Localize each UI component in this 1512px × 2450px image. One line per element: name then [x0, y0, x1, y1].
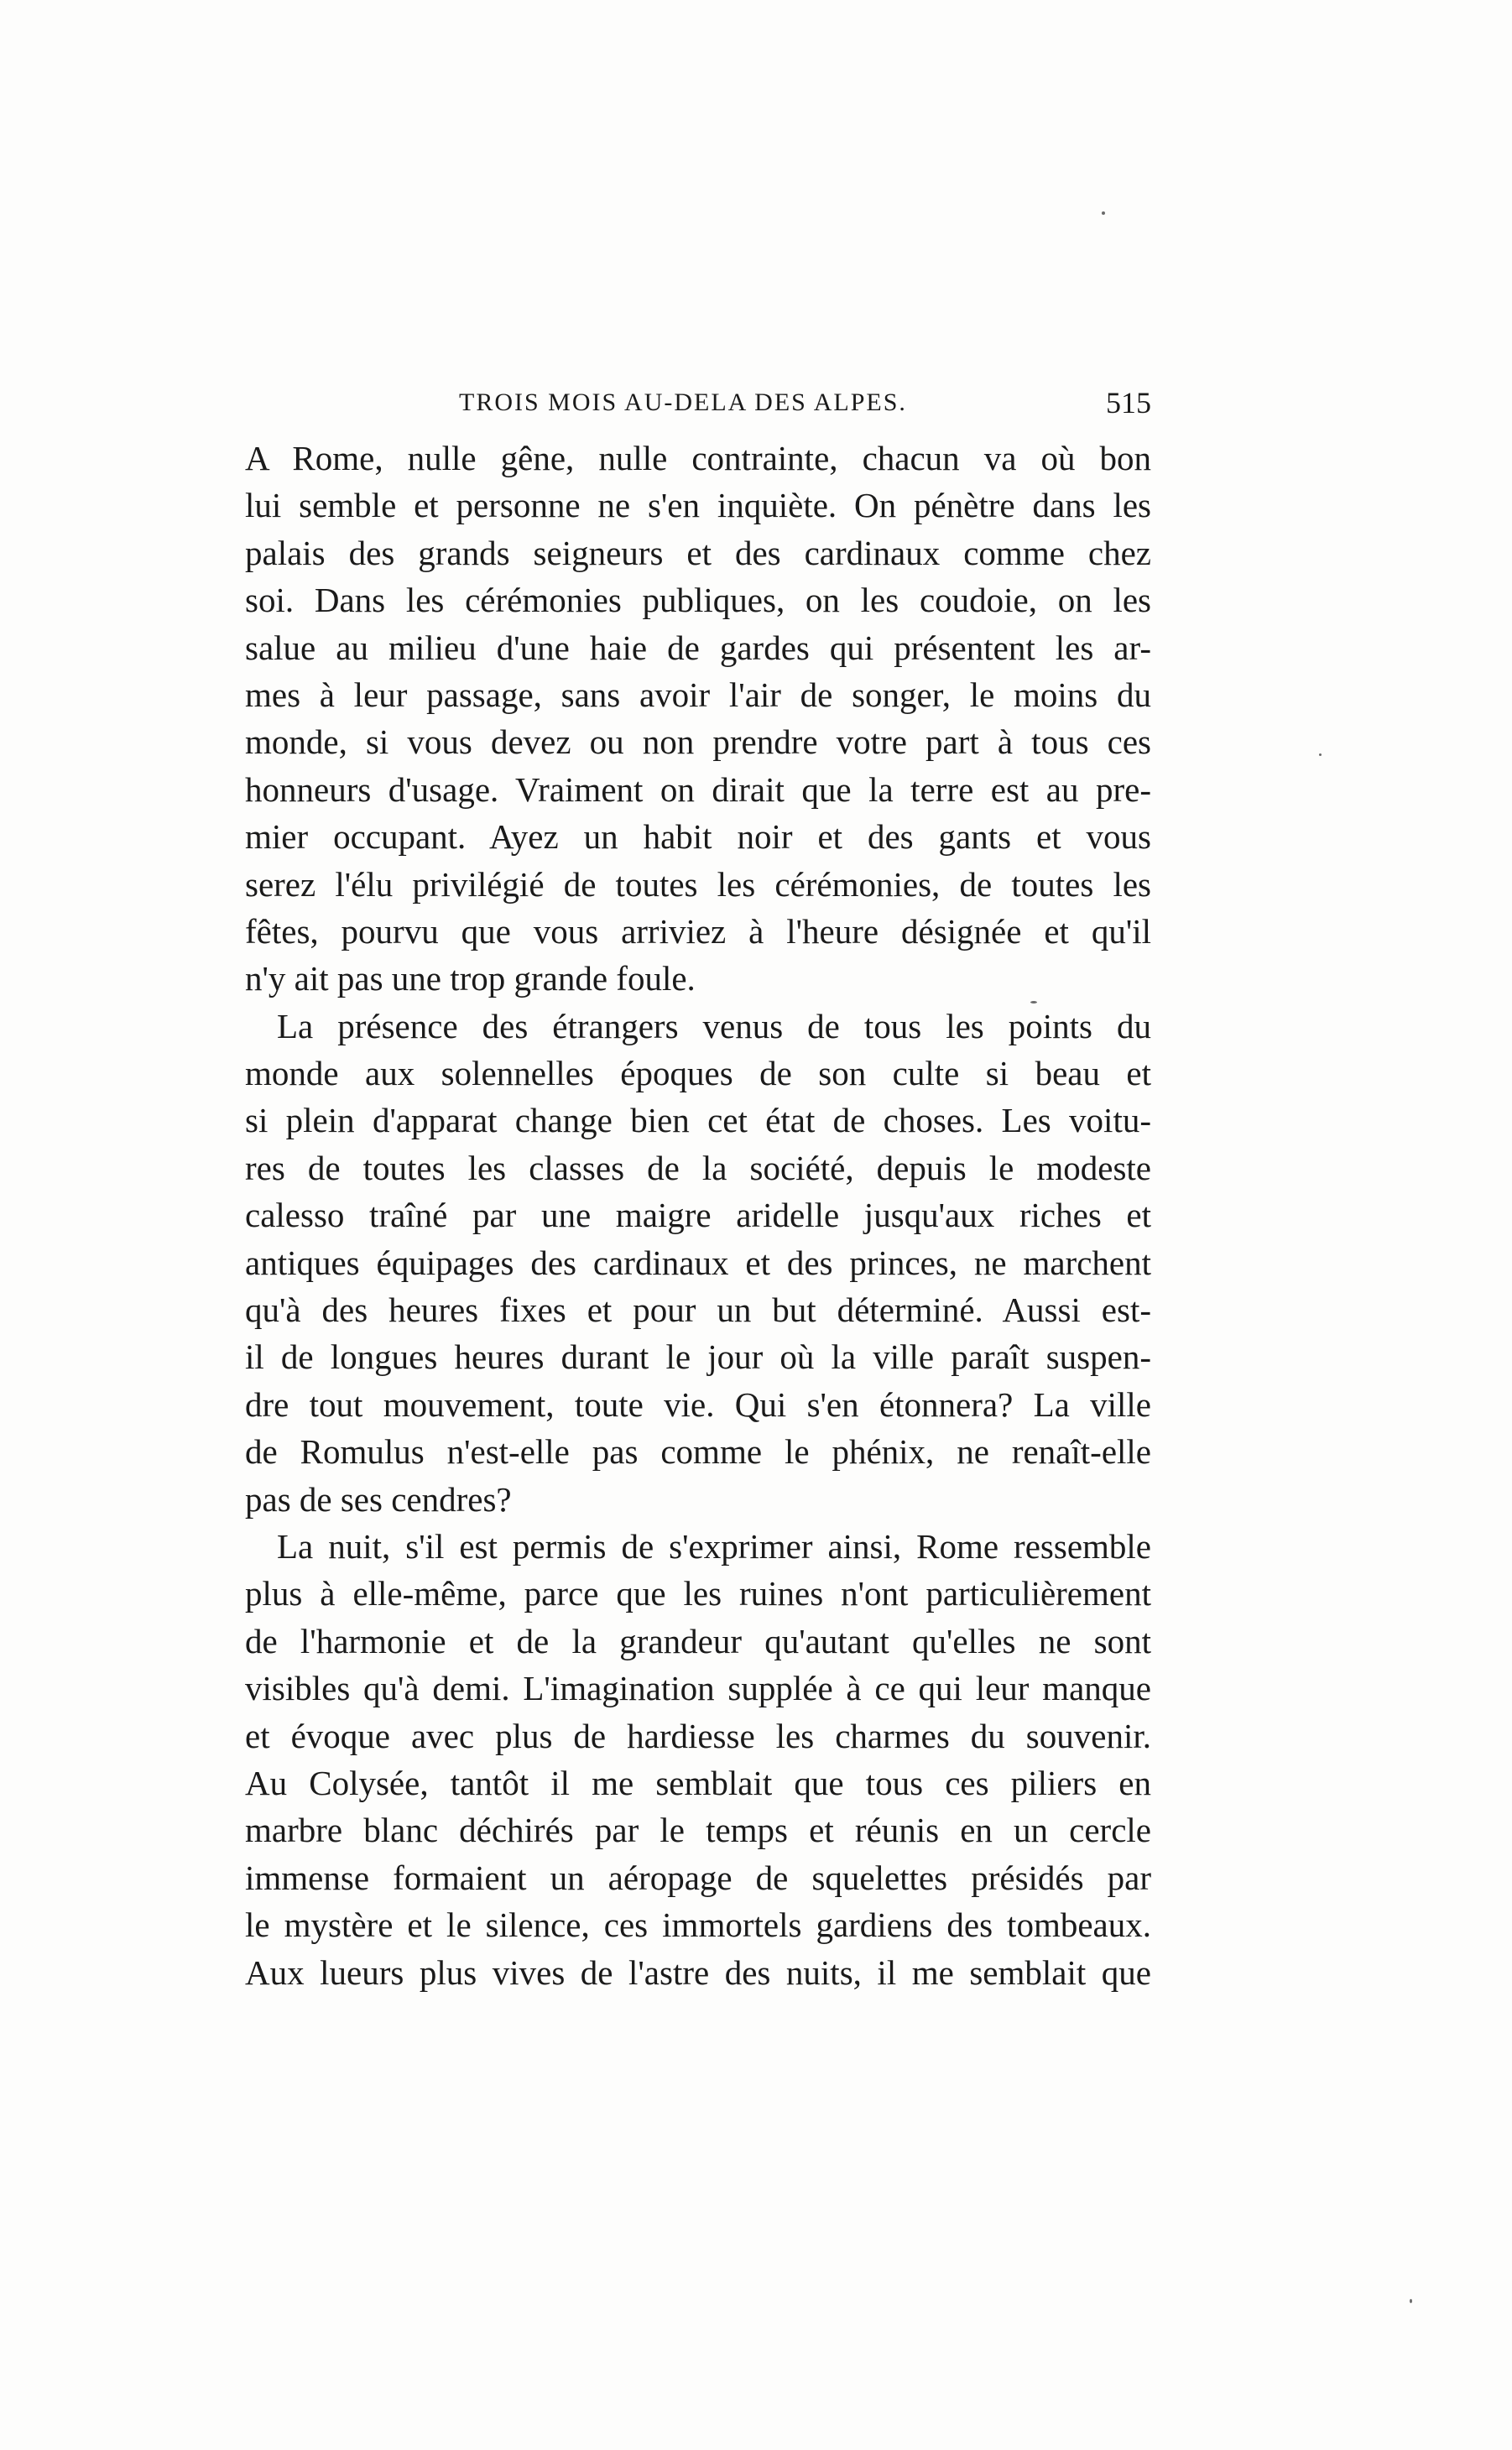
text-line: il de longues heures durant le jour où la ville paraît suspen-: [245, 1337, 1151, 1377]
text-line: mes à leur passage, sans avoir l'air de songer, le moins du: [245, 675, 1151, 714]
text-line: calesso traîné par une maigre aridelle jusqu'aux riches et: [245, 1196, 1151, 1235]
text-line: soi. Dans les cérémonies publiques, on les coudoie, on les: [245, 581, 1151, 620]
text-line: mier occupant. Ayez un habit noir et des gants et vous: [245, 817, 1151, 857]
ink-speck: [1410, 2299, 1412, 2303]
text-line: qu'à des heures fixes et pour un but déterminé. Aussi est-: [245, 1290, 1151, 1330]
text-line: marbre blanc déchirés par le temps et réunis en un cercle: [245, 1811, 1151, 1850]
text-line: palais des grands seigneurs et des cardinaux comme chez: [245, 533, 1151, 572]
text-line: dre tout mouvement, toute vie. Qui s'en étonnera? La ville: [245, 1384, 1151, 1424]
text-line: A Rome, nulle gêne, nulle contrainte, chacun va où bon: [245, 439, 1151, 477]
text-line: antiques équipages des cardinaux et des princes, ne marchent: [245, 1243, 1151, 1282]
text-line: monde aux solennelles époques de son culte si beau et: [245, 1054, 1151, 1093]
body-text: [245, 435, 1151, 1996]
text-line: Au Colysée, tantôt il me semblait que tous ces piliers en: [245, 1763, 1151, 1802]
text-line: immense formaient un aéropage de squelettes présidés par: [245, 1858, 1151, 1897]
running-title: TROIS MOIS AU-DELA DES ALPES.: [459, 388, 907, 416]
running-head: [245, 382, 1151, 432]
text-line: de Romulus n'est-elle pas comme le phénix, ne renaît-elle: [245, 1432, 1151, 1472]
text-line: serez l'élu privilégié de toutes les cérémonies, de toutes les: [245, 864, 1151, 904]
text-line: si plein d'apparat change bien cet état de choses. Les voitu-: [245, 1101, 1151, 1140]
text-line: La présence des étrangers venus de tous les points du: [277, 1006, 1151, 1045]
text-line: lui semble et personne ne s'en inquiète. On pénètre dans les: [245, 486, 1151, 525]
text-line: le mystère et le silence, ces immortels gardiens des tombeaux.: [245, 1905, 1151, 1945]
text-line: de l'harmonie et de la grandeur qu'autant qu'elles ne sont: [245, 1621, 1151, 1660]
text-line: n'y ait pas une trop grande foule.: [245, 959, 696, 998]
page-number: 515: [1106, 386, 1151, 420]
text-line: fêtes, pourvu que vous arriviez à l'heure désignée et qu'il: [245, 911, 1151, 951]
text-line: Aux lueurs plus vives de l'astre des nuits, il me semblait que: [245, 1952, 1151, 1992]
text-line: monde, si vous devez ou non prendre votre part à tous ces: [245, 722, 1151, 762]
ink-speck: [1319, 753, 1322, 756]
text-line: pas de ses cendres?: [245, 1479, 512, 1519]
text-line: et évoque avec plus de hardiesse les charmes du souvenir.: [245, 1716, 1151, 1755]
text-line: res de toutes les classes de la société, depuis le modeste: [245, 1148, 1151, 1187]
text-line: salue au milieu d'une haie de gardes qui présentent les ar-: [245, 628, 1151, 667]
text-line: visibles qu'à demi. L'imagination supplée à ce qui leur manque: [245, 1669, 1151, 1708]
text-line: La nuit, s'il est permis de s'exprimer ainsi, Rome ressemble: [277, 1526, 1151, 1566]
text-line: honneurs d'usage. Vraiment on dirait que la terre est au pre-: [245, 769, 1151, 809]
ink-speck: [1102, 211, 1105, 215]
text-line: plus à elle-même, parce que les ruines n'ont particulièrement: [245, 1574, 1151, 1613]
